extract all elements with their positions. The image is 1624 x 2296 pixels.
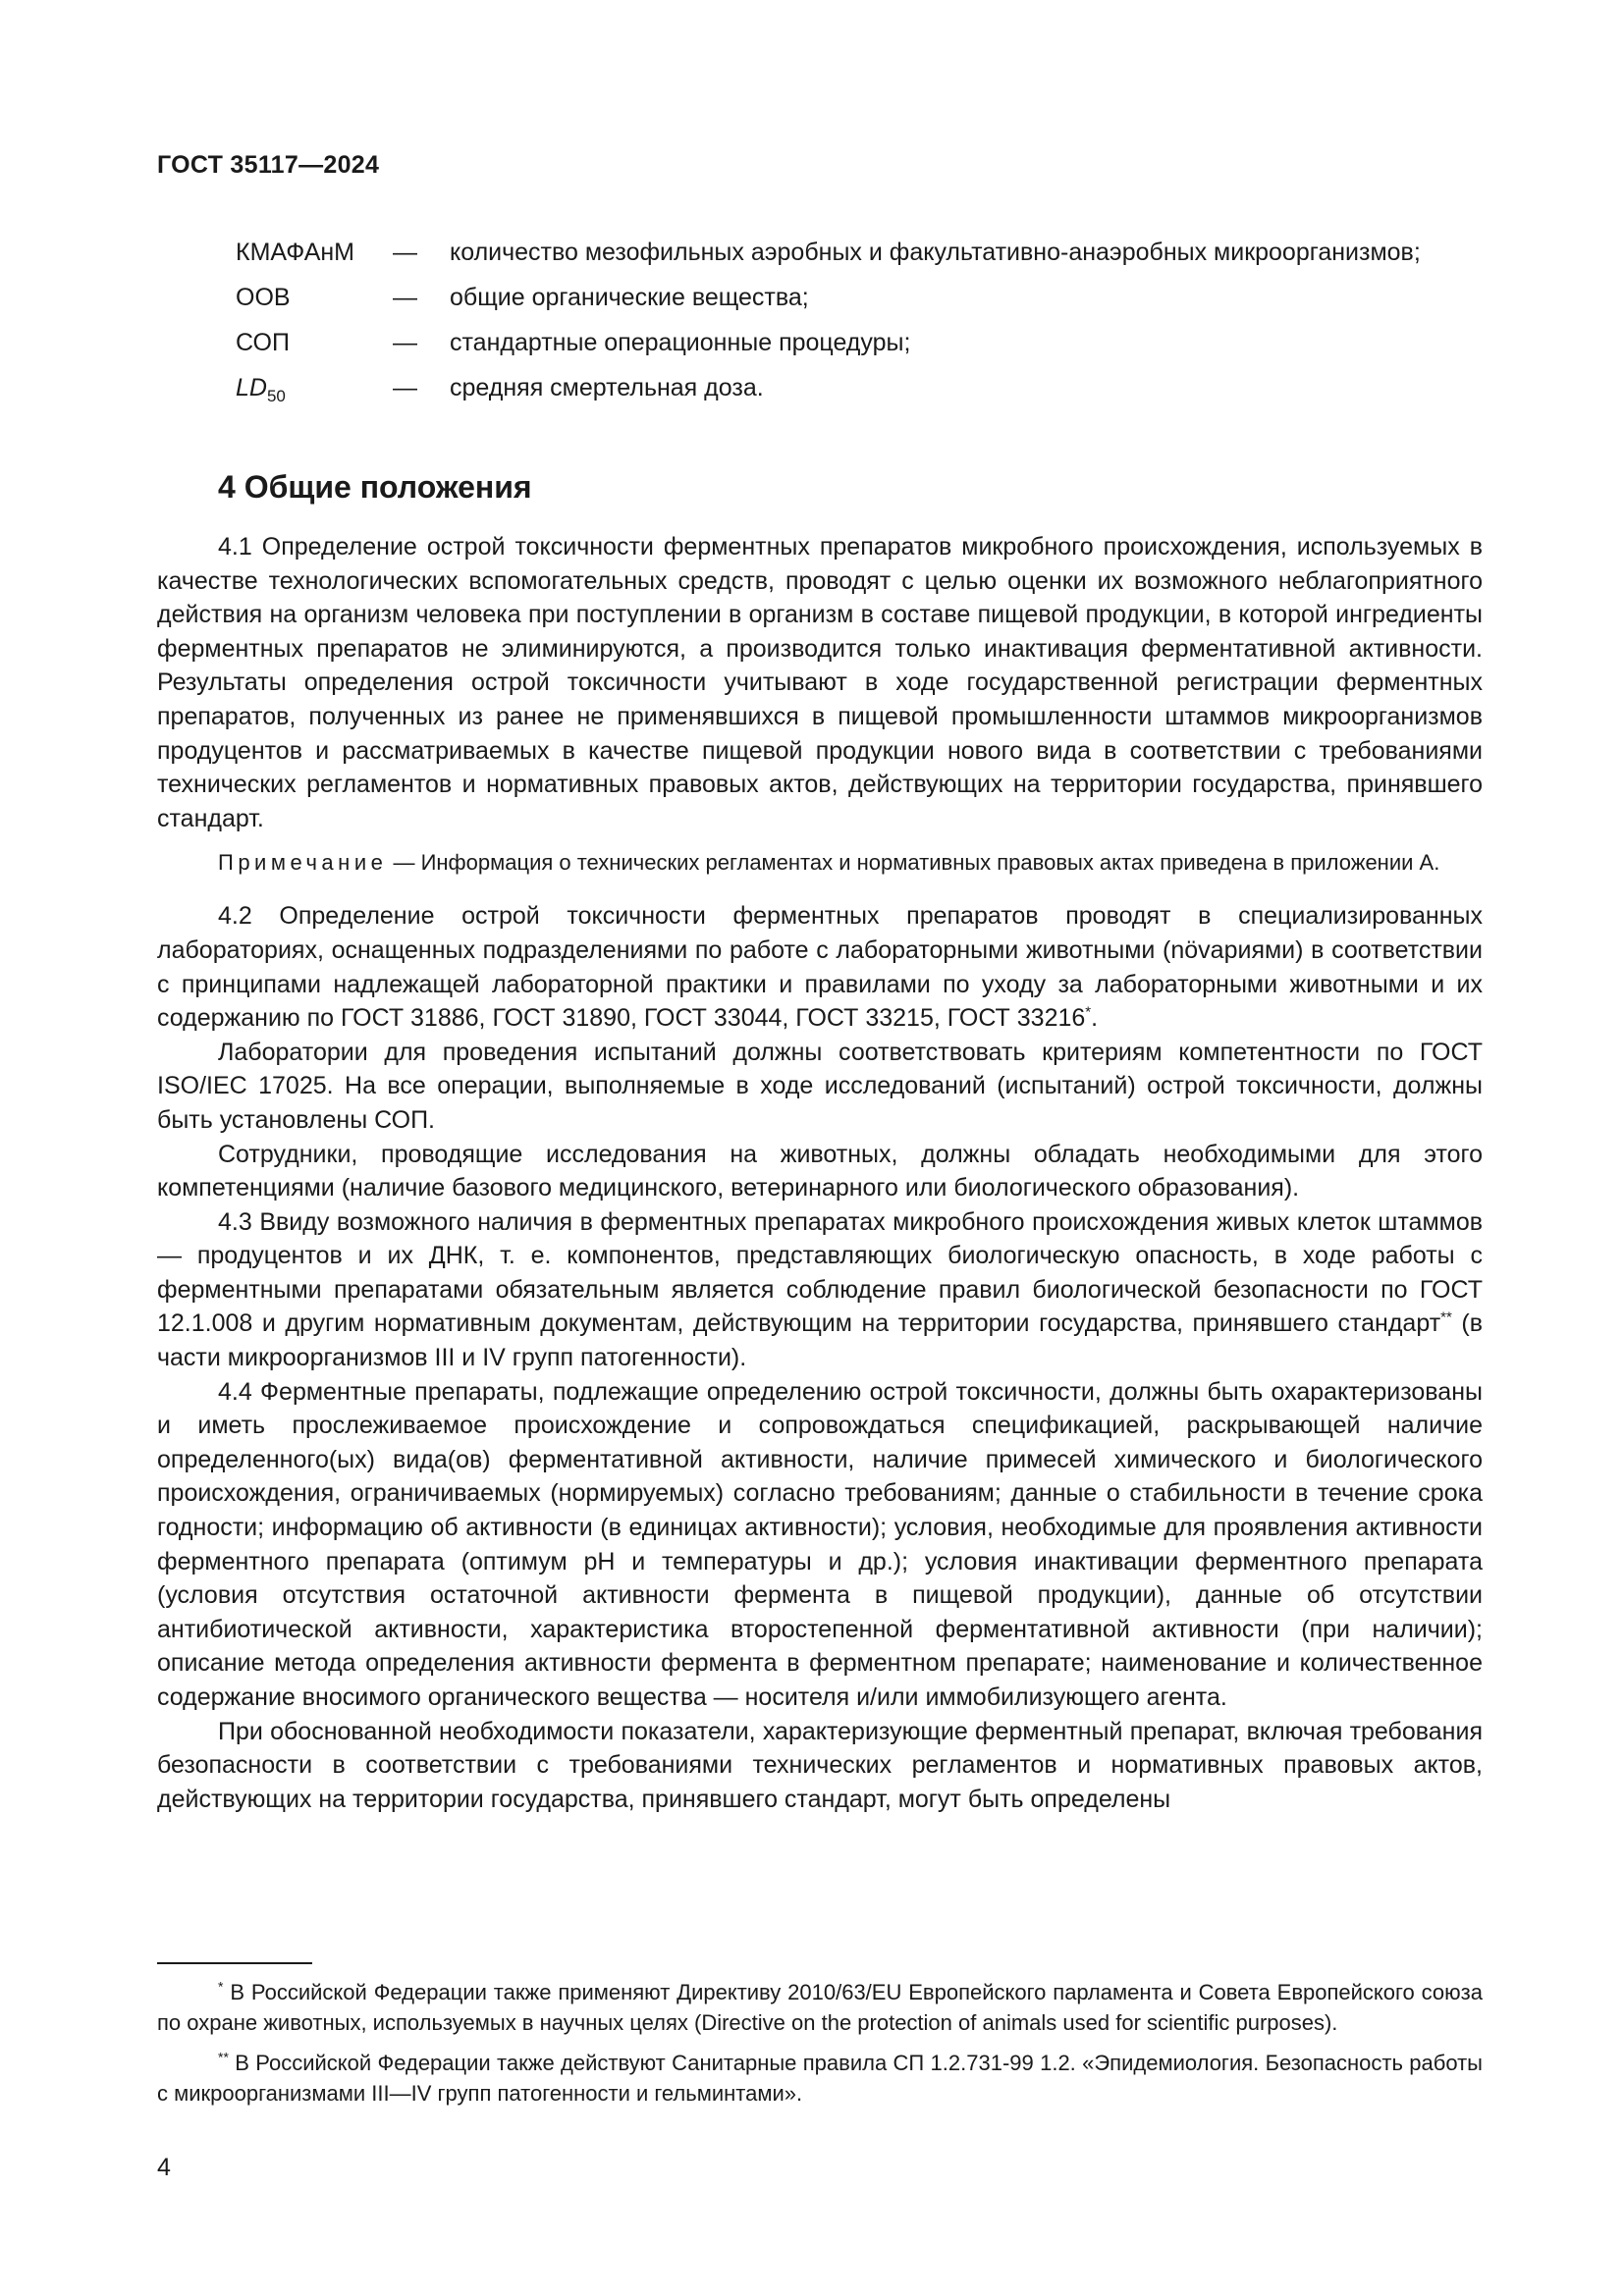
paragraph-4-3 bbox=[157, 1205, 1483, 1375]
abbreviation-dash: — bbox=[393, 329, 417, 356]
footnote-ref: * bbox=[1085, 1003, 1092, 1021]
body-text bbox=[157, 530, 1483, 1816]
paragraph-4-2-end: . bbox=[1091, 1004, 1099, 1033]
abbreviation-row bbox=[236, 326, 1481, 359]
section-title: 4 Общие положения bbox=[218, 469, 532, 505]
abbreviation-dash: — bbox=[393, 239, 417, 266]
paragraph-4-2 bbox=[157, 899, 1483, 1035]
abbreviation-definition: стандартные операционные процедуры; bbox=[450, 329, 911, 356]
abbreviation-term bbox=[236, 371, 393, 413]
abbreviation-row bbox=[236, 371, 1481, 413]
paragraph-laboratories: Лаборатории для проведения испытаний должны соответствовать критериям компетентности по ГОСТ ISO/IEC 17025. На все операции, выполняемые в ходе исследований (испытаний) острой токсичности, должны быть установлены СОП. bbox=[157, 1038, 1483, 1134]
abbreviation-term: КМАФАнМ bbox=[236, 239, 354, 266]
abbreviation-list bbox=[236, 236, 1481, 425]
footnote-text: В Российской Федерации также действуют Санитарные правила СП 1.2.731-99 1.2. «Эпидемиология. Безопасность работы с микроорганизмами III—IV групп патогенности и гельминтами». bbox=[157, 2051, 1483, 2106]
abbreviation-definition: общие органические вещества; bbox=[450, 284, 809, 311]
abbreviation-term: ООВ bbox=[236, 284, 291, 311]
abbreviation-term: СОП bbox=[236, 329, 290, 356]
paragraph-4-3-text: 4.3 Ввиду возможного наличия в ферментных препаратах микробного происхождения живых клеток штаммов — продуцентов и их ДНК, т. е. компонентов, представляющих биологическую опасность, в ходе работы с ферментными препаратами обязательным является соблюдение правил биологической безопасности по ГОСТ 12.1.008 и другим нормативным документам, действующим на территории государства, принявшего стандарт bbox=[157, 1207, 1483, 1338]
abbreviation-dash: — bbox=[393, 374, 417, 401]
footnotes bbox=[157, 1977, 1483, 2118]
footnote bbox=[157, 1977, 1483, 2038]
paragraph-4-2-text: 4.2 Определение острой токсичности ферментных препаратов проводят в специализированных лабораториях, оснащенных подразделениями по работе с лабораторными животными (növариями) в соответствии с принципами надлежащей лабораторной практики и правилами по уходу за лабораторными животными и их содержанию по ГОСТ 31886, ГОСТ 31890, ГОСТ 33044, ГОСТ 33215, ГОСТ 33216 bbox=[157, 902, 1483, 1033]
note-label: Примечание bbox=[218, 850, 388, 876]
paragraph-last: При обоснованной необходимости показатели, характеризующие ферментный препарат, включая требования безопасности в соответствии с требованиями технических регламентов и нормативных правовых актов, действующих на территории государства, принявшего стандарт, могут быть определены bbox=[157, 1717, 1483, 1813]
page-number: 4 bbox=[157, 2154, 171, 2181]
footnote-ref: ** bbox=[1440, 1309, 1452, 1327]
abbreviation-definition: средняя смертельная доза. bbox=[450, 374, 764, 401]
paragraph-4-3-end: (в части микроорганизмов III и IV групп патогенности). bbox=[157, 1309, 1483, 1372]
abbreviation-definition: количество мезофильных аэробных и факультативно-анаэробных микроорганизмов; bbox=[450, 239, 1421, 266]
abbreviation-term-subscript: 50 bbox=[266, 387, 286, 405]
abbreviation-row bbox=[236, 281, 1481, 314]
paragraph-staff: Сотрудники, проводящие исследования на животных, должны обладать необходимыми для этого компетенциями (наличие базового медицинского, ветеринарного или биологического образования). bbox=[157, 1140, 1483, 1202]
note-text: — Информация о технических регламентах и нормативных правовых актах приведена в приложении А. bbox=[387, 850, 1440, 876]
paragraph-4-4: 4.4 Ферментные препараты, подлежащие определению острой токсичности, должны быть охарактеризованы и иметь прослеживаемое происхождение и сопровождаться спецификацией, раскрывающей наличие определенного(ых) вида(ов) ферментативной активности, наличие примесей химического и биологического происхождения, ограничиваемых (нормируемых) согласно требованиям; данные о стабильности в течение срока годности; информацию об активности (в единицах активности); условия, необходимые для проявления активности ферментного препарата (оптимум pH и температуры и др.); условия инактивации ферментного препарата (условия отсутствия остаточной активности фермента в пищевой продукции), данные об отсутствии антибиотической активности, характеристика второстепенной ферментативной активности (при наличии); описание метода определения активности фермента в ферментном препарате; наименование и количественное содержание вносимого органического вещества — носителя и/или иммобилизующего агента. bbox=[157, 1377, 1483, 1711]
footnote-divider bbox=[157, 1962, 312, 1964]
footnote-mark: * bbox=[218, 1978, 224, 1995]
footnote-mark: ** bbox=[218, 2049, 229, 2065]
paragraph-4-1: 4.1 Определение острой токсичности ферментных препаратов микробного происхождения, используемых в качестве технологических вспомогательных средств, проводят с целью оценки их возможного неблагоприятного действия на организм человека при поступлении в организм в составе пищевой продукции, в которой ингредиенты ферментных препаратов не элиминируются, а производится только инактивация ферментативной активности. Результаты определения острой токсичности учитывают в ходе государственной регистрации ферментных препаратов, полученных из ранее не применявшихся в пищевой промышленности штаммов микроорганизмов продуцентов и рассматриваемых в качестве пищевой продукции нового вида в соответствии с требованиями технических регламентов и нормативных правовых актов, действующих на территории государства, принявшего стандарт. bbox=[157, 533, 1483, 832]
footnote-text: В Российской Федерации также применяют Директиву 2010/63/EU Европейского парламента и Совета Европейского союза по охране животных, используемых в научных целях (Directive on the protection of animals used for scientific purposes). bbox=[157, 1980, 1483, 2035]
abbreviation-dash: — bbox=[393, 284, 417, 311]
abbreviation-term-main: LD bbox=[236, 374, 267, 401]
footnote bbox=[157, 2048, 1483, 2109]
abbreviation-row bbox=[236, 236, 1481, 269]
document-header: ГОСТ 35117—2024 bbox=[157, 151, 380, 179]
note bbox=[157, 847, 1483, 878]
